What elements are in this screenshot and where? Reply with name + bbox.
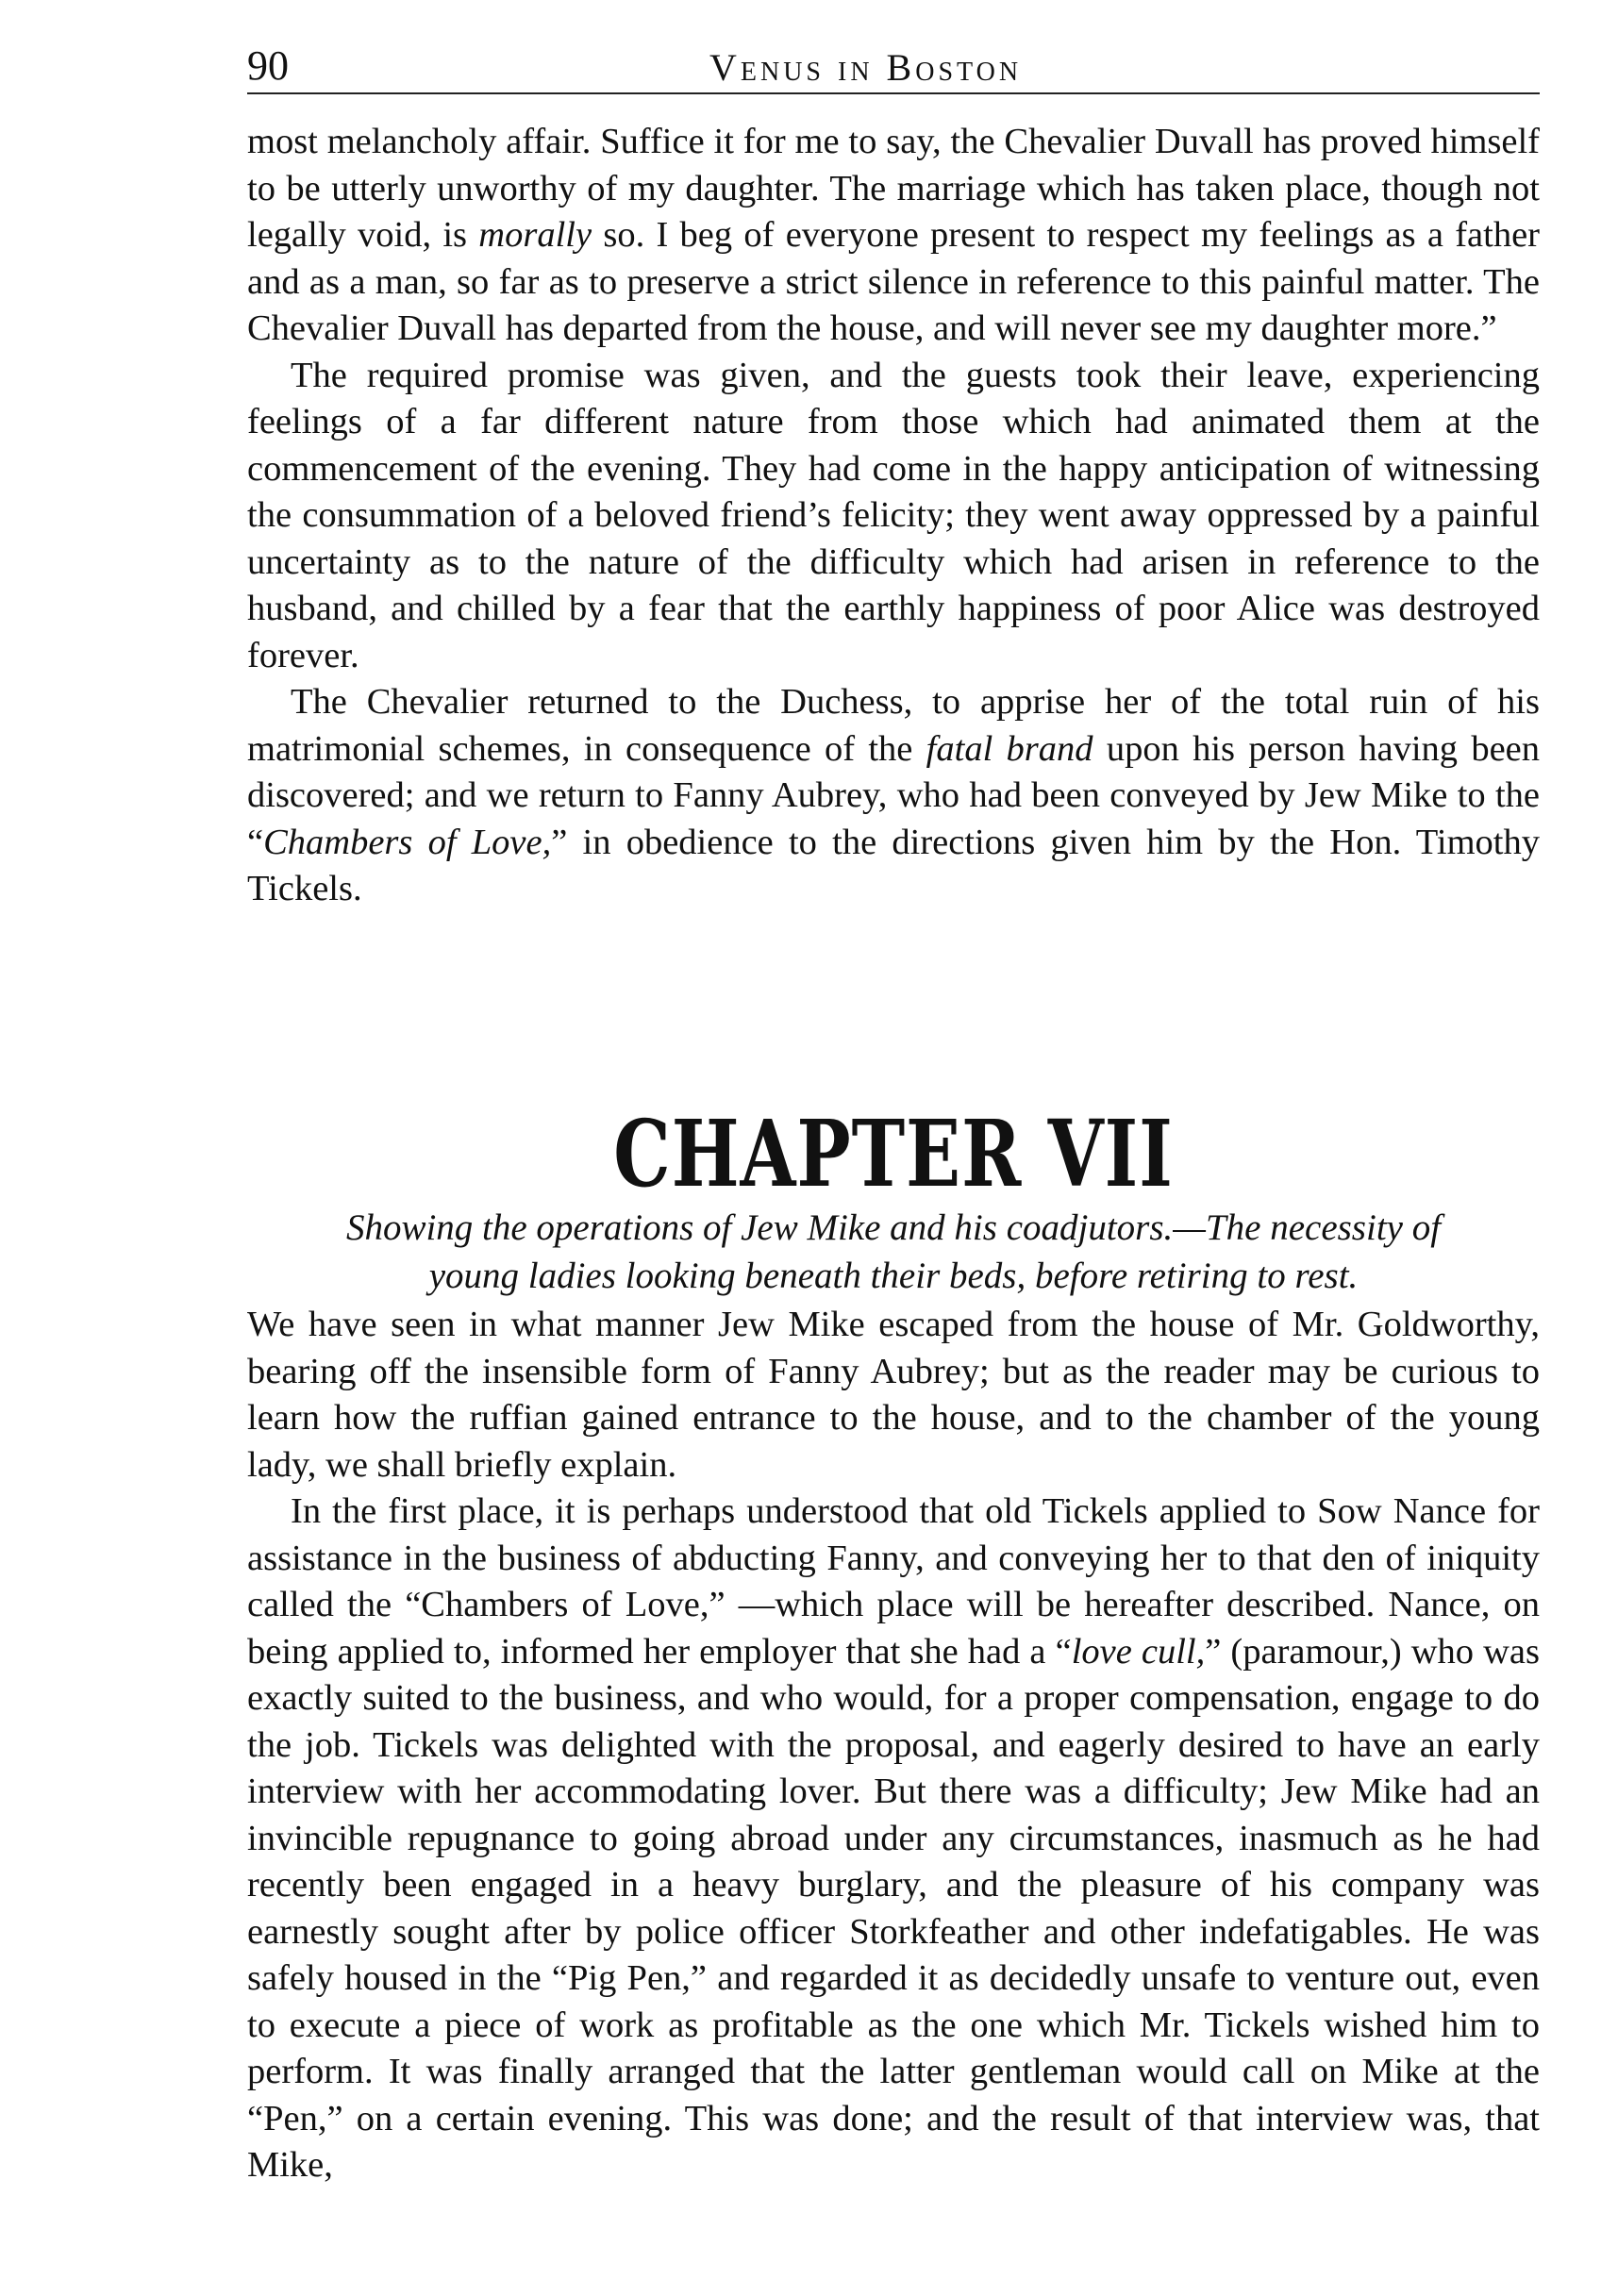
chapter-heading: CHAPTER VII [613, 1100, 1174, 1207]
paragraph-escape: We have seen in what manner Jew Mike escaped from the house of Mr. Goldworthy, bearing off the insensible form of Fanny Aubrey; but as the reader may be curious to learn how the ruffian gained entrance to the house, and to the chamber of the young lady, we shall briefly explain. [247, 1305, 1540, 1485]
running-title: Venus in Boston [709, 46, 1023, 89]
paragraph-chevalier: The Chevalier returned to the Duchess, to apprise her of the total ruin of his matrimonial schemes, in consequence of the fatal brand upon his person having been discovered; and we return to Fanny Aubrey, who had been conveyed by Jew Mike to the “Chambers of Love,” in obedience to the directions given him by the Hon. Timothy Tickels. [247, 682, 1540, 908]
paragraph-continuation: most melancholy affair. Suffice it for me to say, the Chevalier Duvall has proved himself to be utterly unworthy of my daughter. The marriage which has taken place, though not legally void, is morally so. I beg of everyone present to respect my feelings as a father and as a man, so far as to preserve a strict silence in reference to this painful matter. The Chevalier Duvall has departed from the house, and will never see my daughter more.” [247, 122, 1540, 348]
chapter-summary-line: young ladies looking beneath their beds, before retiring to rest. [428, 1256, 1359, 1296]
page-number: 90 [247, 42, 289, 89]
running-head [247, 36, 1540, 94]
top-text-block [247, 119, 1540, 913]
chapter-summary [247, 1204, 1540, 1300]
paragraph-first-place: In the first place, it is perhaps understood that old Tickels applied to Sow Nance for assistance in the business of abducting Fanny, and conveying her to that den of iniquity called the “Chambers of Love,” —which place will be hereafter described. Nance, on being applied to, informed her employer that she had a “love cull,” (paramour,) who was exactly suited to the business, and who would, for a proper compensation, engage to do the job. Tickels was delighted with the proposal, and eagerly desired to have an early interview with her accommodating lover. But there was a difficulty; Jew Mike had an invincible repugnance to going abroad under any circumstances, inasmuch as he had recently been engaged in a heavy burglary, and the pleasure of his company was earnestly sought after by police officer Storkfeather and other indefatigables. He was safely housed in the “Pig Pen,” and regarded it as decidedly unsafe to venture out, even to execute a piece of work as profitable as the one which Mr. Tickels wished him to perform. It was finally arranged that the latter gentleman would call on Mike at the “Pen,” on a certain evening. This was done; and the result of that interview was, that Mike, [247, 1491, 1540, 2185]
chapter-summary-line: Showing the operations of Jew Mike and his coadjutors.—The necessity of [345, 1207, 1442, 1248]
paragraph-promise: The required promise was given, and the guests took their leave, experiencing feelings of a far different nature from those which had animated them at the commencement of the evening. They had come in the happy anticipation of witnessing the consummation of a beloved friend’s felicity; they went away oppressed by a painful uncertainty as to the nature of the difficulty which had arisen in reference to the husband, and chilled by a fear that the earthly happiness of poor Alice was destroyed forever. [247, 355, 1540, 675]
bottom-text-block [247, 1302, 1540, 2189]
